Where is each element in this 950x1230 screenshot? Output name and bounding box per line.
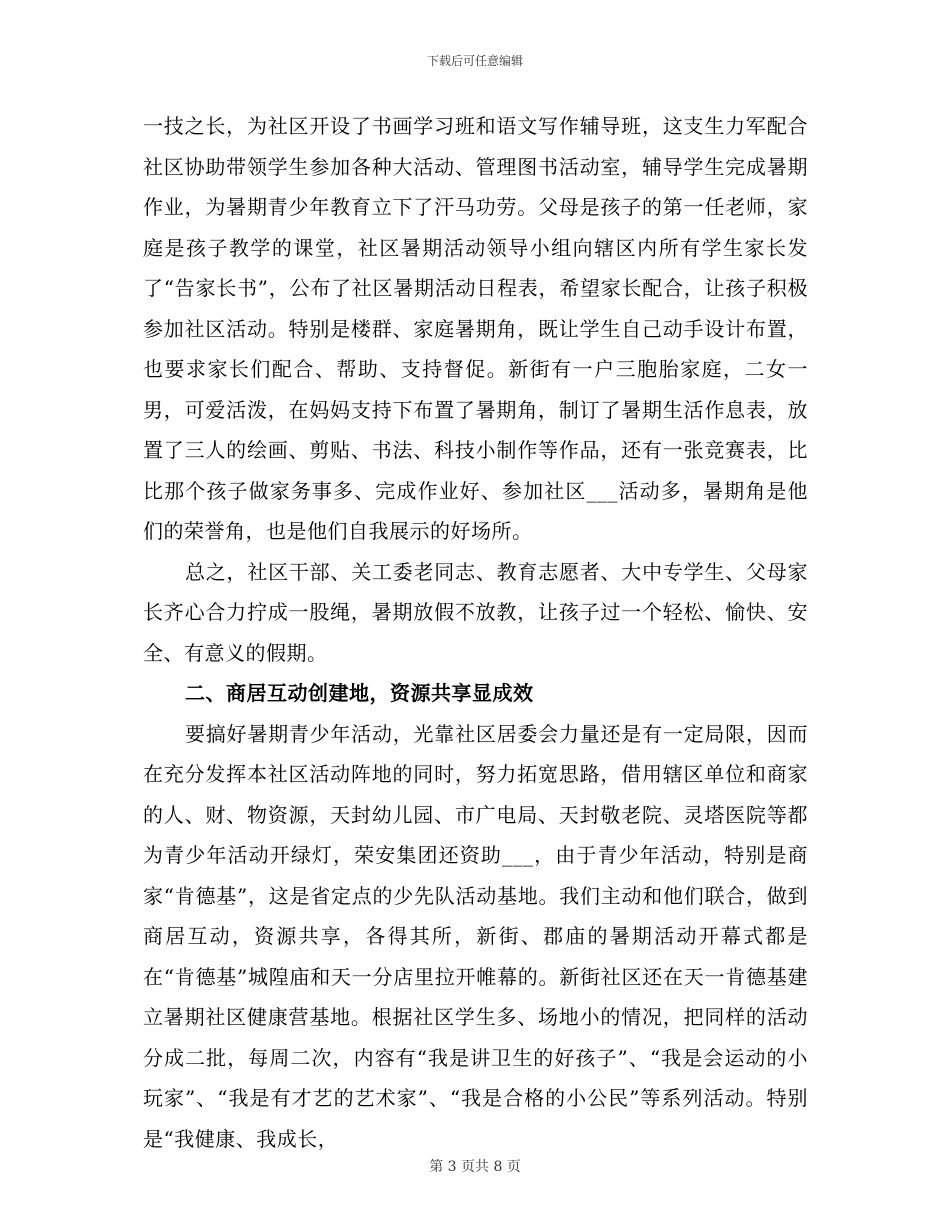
page-header-note: 下载后可任意编辑 — [426, 54, 523, 68]
body-paragraph: 要搞好暑期青少年活动，光靠社区居委会力量还是有一定局限，因而在充分发挥本社区活动阵地的同时，努力拓宽思路，借用辖区单位和商家的人、财、物资源，天封幼儿园、市广电局、天封敬老院、灵塔医院等都为青少年活动开绿灯，荣安集团还资助___，由于青少年活动，特别是商家“肯德基”，这是省定点的少先队活动基地。我们主动和他们联合，做到商居互动，资源共享，各得其所，新街、郡庙的暑期活动开幕式都是在“肯德基”城隍庙和天一分店里拉开帷幕的。新街社区还在天一肯德基建立暑期社区健康营基地。根据社区学生多、场地小的情况，把同样的活动分成二批，每周二次，内容有“我是讲卫生的好孩子”、“我是会运动的小玩家”、“我是有才艺的艺术家”、“我是合格的小公民”等系列活动。特别是“我健康、我成长， — [143, 721, 808, 1151]
section-heading: 二、商居互动创建地，资源共享显成效 — [185, 681, 534, 705]
page-number-footer: 第 3 页共 8 页 — [429, 1159, 521, 1175]
document-body — [143, 106, 808, 1159]
body-paragraph: 一技之长，为社区开设了书画学习班和语文写作辅导班，这支生力军配合社区协助带领学生参加各种大活动、管理图书活动室，辅导学生完成暑期作业，为暑期青少年教育立下了汗马功劳。父母是孩子的第一任老师，家庭是孩子教学的课堂，社区暑期活动领导小组向辖区内所有学生家长发了“告家长书”，公布了社区暑期活动日程表，希望家长配合，让孩子积极参加社区活动。特别是楼群、家庭暑期角，既让学生自己动手设计布置，也要求家长们配合、帮助、支持督促。新街有一户三胞胎家庭，二女一男，可爱活泼，在妈妈支持下布置了暑期角，制订了暑期生活作息表，放置了三人的绘画、剪贴、书法、科技小制作等作品，还有一张竞赛表，比比那个孩子做家务事多、完成作业好、参加社区___活动多，暑期角是他们的荣誉角，也是他们自我展示的好场所。 — [143, 114, 808, 543]
body-paragraph: 总之，社区干部、关工委老同志、教育志愿者、大中专学生、父母家长齐心合力拧成一股绳，暑期放假不放教，让孩子过一个轻松、愉快、安全、有意义的假期。 — [143, 559, 808, 665]
